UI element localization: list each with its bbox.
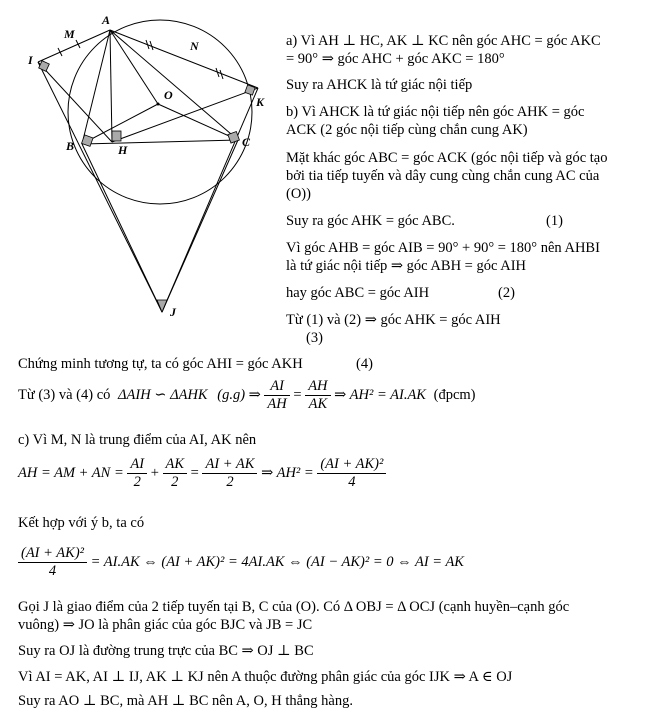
fraction-ah-ak: $\frac{AH}{AK}$ [305, 378, 330, 413]
part-b-line1: b) Vì AHCK là tứ giác nội tiếp nên góc AHK = góc [286, 104, 585, 120]
similarity-gg: (g.g) ⇒ [217, 387, 261, 403]
line-ac [110, 30, 238, 140]
fraction-ai-ah: $\frac{AI}{AH}$ [264, 378, 289, 413]
part-b-line10: Từ (1) và (2) ⇒ góc AHK = góc AIH [286, 312, 501, 328]
tag-4: (4) [356, 356, 373, 372]
similarity-end: (đpcm) [433, 387, 476, 403]
equation-1: AH = AM + AN = $\frac{AI}{2}$ + $\frac{AK}{2}$ = $\frac{AI + AK}{2}$ ⇒ AH² = $\frac{\text{(AI + AK)²}}{4}$ [18, 456, 386, 491]
line-bc [82, 140, 238, 144]
similarity-line: Từ (3) và (4) có ΔAIH ∽ ΔAHK (g.g) ⇒ $\frac{AI}{AH}$ = $\frac{AH}{AK}$ ⇒ AH² = AI.AK (đpcm) [18, 378, 476, 412]
part-b-line9: hay góc ABC = góc AIH [286, 285, 430, 301]
part-c-line7: Suy ra AO ⊥ BC, mà AH ⊥ BC nên A, O, H thẳng hàng. [18, 693, 353, 709]
label-a: A [102, 13, 111, 27]
label-b: B [66, 139, 75, 153]
part-a-line3: Suy ra AHCK là tứ giác nội tiếp [286, 77, 473, 93]
eq2-rest: = AI.AK ⇔ (AI + AK)² = 4AI.AK ⇔ (AI − AK)² = 0 ⇔ AI = AK [90, 554, 464, 570]
equation-2 [18, 545, 464, 580]
part-c-line5: Suy ra OJ là đường trung trực của BC ⇒ OJ ⊥ BC [18, 643, 314, 659]
eq1-frac-ak-2: $\frac{AK}{2}$ [163, 456, 188, 491]
part-b-line2: ACK (2 góc nội tiếp cùng chắn cung AK) [286, 122, 528, 138]
label-o: O [164, 88, 173, 102]
label-k: K [256, 95, 265, 109]
label-j: J [170, 305, 176, 319]
line-cj [162, 140, 238, 312]
part-b-line4: bởi tia tiếp tuyến và dây cung cùng chắn cung AC của [286, 168, 600, 184]
eq1-frac-sum-2: $\frac{AI + AK}{2}$ [202, 456, 257, 491]
part-b-line7: Vì góc AHB = góc AIB = 90° + 90° = 180° nên AHBI [286, 240, 600, 256]
part-b-line8: là tứ giác nội tiếp ⇒ góc ABH = góc AIH [286, 258, 527, 274]
part-c-line1: c) Vì M, N là trung điểm của AI, AK nên [18, 432, 257, 448]
tag-1: (1) [546, 213, 563, 229]
part-a-line1: a) Vì AH ⊥ HC, AK ⊥ KC nên góc AHC = góc AKC [286, 33, 601, 49]
eq1-frac-ai-2: $\frac{AI}{2}$ [127, 456, 147, 491]
part-b-line3: Mặt khác góc ABC = góc ACK (góc nội tiếp và góc tạo [286, 150, 608, 166]
geometry-figure [0, 0, 280, 330]
part-c-line2: Kết hợp với ý b, ta có [18, 515, 145, 531]
label-h: H [118, 143, 128, 157]
eq2-frac: $\frac{\text{(AI + AK)²}}{4}$ [18, 545, 87, 580]
tag-2: (2) [498, 285, 515, 301]
label-m: M [64, 27, 75, 41]
part-c-line4: vuông) ⇒ JO là phân giác của góc BJC và JB = JC [18, 617, 313, 633]
line-ij [38, 62, 162, 312]
part-b-line11: Chứng minh tương tự, ta có góc AHI = góc AKH [18, 356, 303, 372]
eq1-frac-sq-4: $\frac{\text{(AI + AK)²}}{4}$ [317, 456, 386, 491]
label-i: I [28, 53, 33, 67]
tag-3: (3) [306, 330, 323, 346]
label-n: N [190, 39, 199, 53]
part-b-line5: (O)) [286, 186, 311, 202]
similarity-result: ⇒ AH² = AI.AK [334, 387, 426, 403]
circle-o [68, 20, 252, 204]
part-b-line6: Suy ra góc AHK = góc ABC. [286, 213, 455, 229]
line-ab [82, 30, 110, 144]
line-ih [38, 62, 112, 142]
line-ao [110, 30, 158, 104]
line-ah [110, 30, 112, 142]
part-a-line2: = 90° ⇒ góc AHC + góc AKC = 180° [286, 51, 505, 67]
part-c-line6: Vì AI = AK, AI ⊥ IJ, AK ⊥ KJ nên A thuộc đường phân giác của góc IJK ⇒ A ∈ OJ [18, 669, 513, 685]
part-c-line3: Gọi J là giao điểm của 2 tiếp tuyến tại B, C của (O). Có Δ OBJ = Δ OCJ (cạnh huyền–cạnh góc [18, 599, 570, 615]
similarity-triangles: ΔAIH ∽ ΔAHK [118, 387, 208, 403]
line-bj [82, 144, 162, 312]
line-oc [158, 104, 238, 140]
label-c: C [242, 135, 251, 149]
eq1-lhs: AH = AM + AN = [18, 465, 124, 481]
similarity-prefix: Từ (3) và (4) có [18, 387, 111, 403]
